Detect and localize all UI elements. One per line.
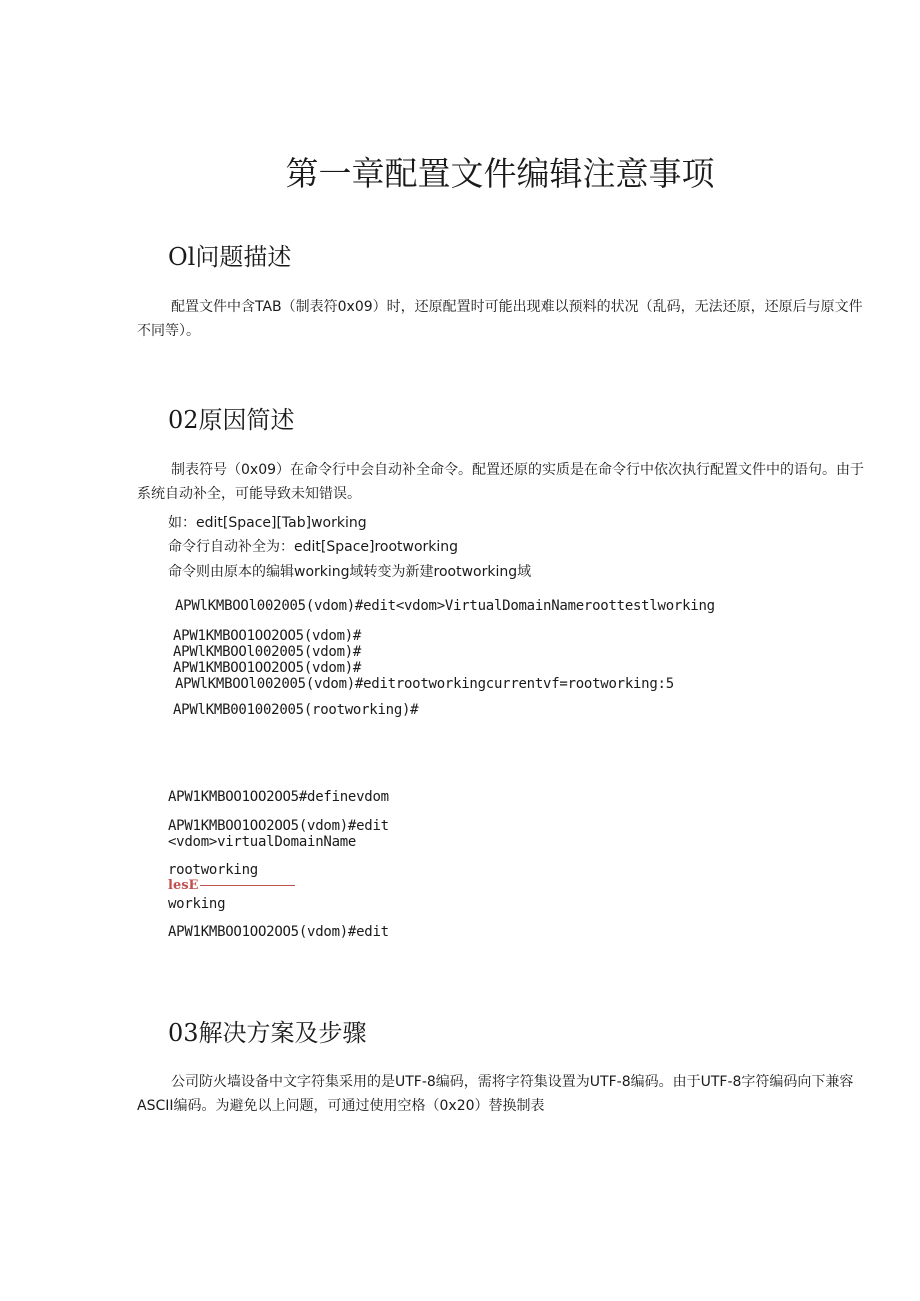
code-line: APWlKMBOOl002005(vdom)#edit<vdom>VirtualDomainNameroottestlworking [175,598,715,614]
code-line: APWlKMBOOl002005(vdom)#editrootworkingcurrentvf=rootworking:5 [175,676,674,692]
section-heading-problem: Ol问题描述 [168,243,292,271]
code-line: APWlKMBOOl002005(vdom)# [173,644,362,660]
code-line: APW1KMBOO1OO2OO5(vdom)#edit [168,818,389,834]
autocomplete-line: 命令行自动补全为：edit[Space]rootworking [168,539,459,555]
code-line: APW1KMBOO1OO2OO5#definevdom [168,789,389,805]
code-line: <vdom>virtualDomainName [168,834,357,850]
code-block [168,818,389,850]
solution-paragraph: 公司防火墙设备中文字符集采用的是UTF-8编码，需将字符集设置为UTF-8编码。由于UTF-8字符编码向下兼容ASCII编码。为避免以上问题，可通过使用空格（0x20）替换制表 [137,1074,854,1114]
problem-paragraph: 配置文件中含TAB（制表符0x09）时，还原配置时可能出现难以预料的状况（乱码，无法还原，还原后与原文件不同等）。 [137,299,863,339]
code-line: APW1KMBOO1OO2OO5(vdom)# [173,628,362,644]
code-block [173,628,674,692]
example-line: 如：edit[Space][Tab]working [168,515,367,531]
section-heading-solution: 03解决方案及步骤 [168,1019,367,1047]
code-line: APWlKMB001002005(rootworking)# [173,702,419,718]
code-line: working [168,896,226,912]
cause-paragraph: 制表符号（0x09）在命令行中会自动补全命令。配置还原的实质是在命令行中依次执行配置文件中的语句。由于系统自动补全，可能导致未知错误。 [137,462,865,502]
section-heading-cause: 02原因简述 [168,406,295,434]
result-line: 命令则由原本的编辑working域转变为新建rootworking域 [168,564,532,580]
strike-line [200,885,295,886]
code-line: rootworking [168,862,258,878]
page-title: 第一章配置文件编辑注意事项 [285,154,715,193]
red-annotation-text: lesE [168,878,199,893]
red-annotation-mark [168,878,295,893]
code-line: APW1KMBOO1OO2OO5(vdom)# [173,660,362,676]
code-line: APW1KMBOO1OO2OO5(vdom)#edit [168,924,389,940]
